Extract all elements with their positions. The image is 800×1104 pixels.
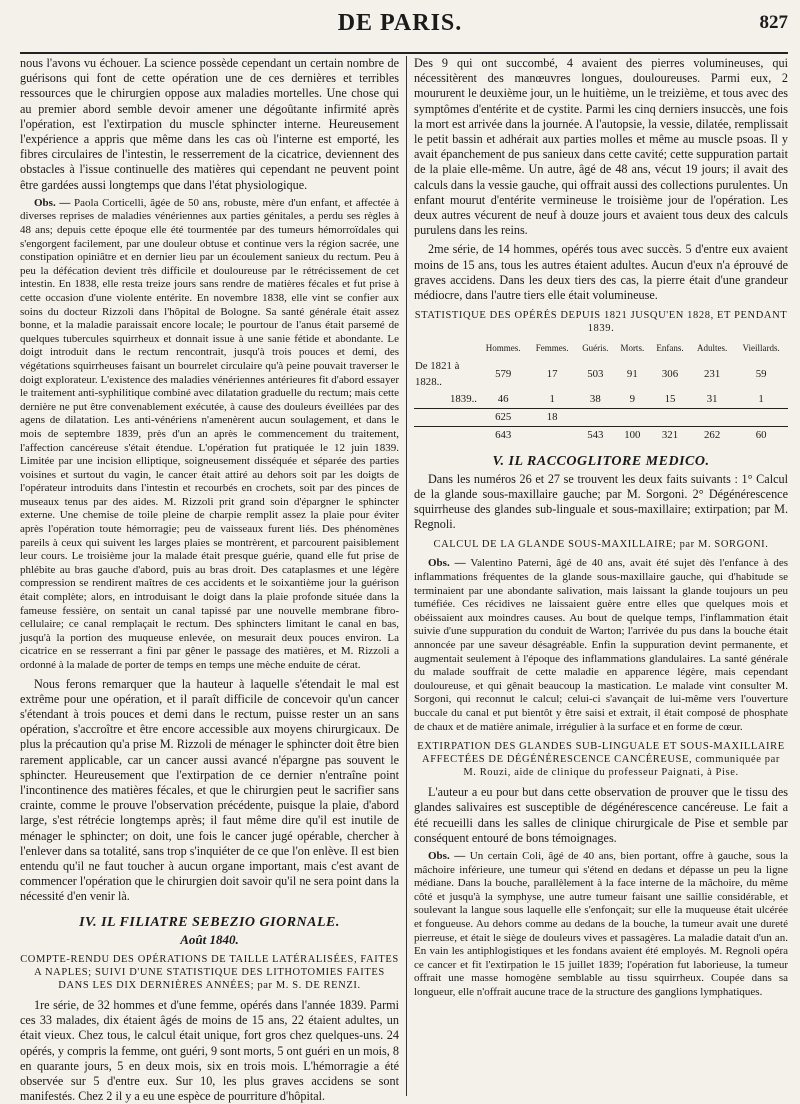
table-cell: 306 — [661, 368, 679, 381]
table-cell: De 1821 à 1828.. — [415, 360, 460, 388]
observation-text: Un certain Coli, âgé de 40 ans, bien portant, offre à gauche, sous la mâchoire inférieure, une tumeur qui s'étend en dedans et dépasse un peu la ligne médiane. Dans la bouche, parallèlement à la face interne de la mâchoire, du même côté et jusqu'à la symphyse, une autre tumeur faisant une saillie considérable, et soulevant la langue sous laquelle elle s'enfonçait; sur elle la muqueuse était ulcérée et fongueuse. Au dehors comme au dedans de la bouche, la tumeur avait une dureté pierreuse, et était le siège de douleurs vives et passagères. La maladie datait d'un an. En vain les antiphlogistiques et les fondans avaient été employés. M. Regnoli opéra ce cancer et fit l'extirpation le 15 juillet 1839; l'opération fut laborieuse, la tumeur offrait une masse homogène semblable au tissu squirrheux. Coupée dans sa longueur, elle n'offrait aucune trace de la structure des ganglions lymphatiques. — [414, 850, 788, 998]
page-number: 827 — [759, 12, 788, 33]
observation-paragraph — [414, 557, 788, 734]
observation-label: Obs. — — [34, 196, 71, 209]
column-header: Hommes. — [485, 343, 521, 354]
table-cell: 231 — [704, 368, 721, 381]
table-cell — [576, 409, 615, 427]
table-cell — [690, 409, 734, 427]
column-header: Guéris. — [582, 343, 609, 354]
table-cell — [650, 409, 690, 427]
table-header-row — [414, 341, 788, 358]
column-divider — [406, 56, 407, 1096]
right-column — [414, 56, 788, 1096]
table-cell: 38 — [589, 392, 601, 405]
extirpation-heading: EXTIRPATION DES GLANDES SUB-LINGUALE ET SOUS-MAXILLAIRE AFFECTÉES DE DÉGÉNÉRESCENCE CANCÉREUSE, communiquée par M. Rouzi, aide de clinique du professeur Paignati, à Pise. — [417, 741, 785, 779]
table-cell: 1839.. — [450, 392, 477, 405]
table-total-row — [414, 427, 788, 445]
observation-label: Obs. — — [428, 557, 466, 570]
column-header — [414, 341, 478, 358]
observation-text: Paola Corticelli, âgée de 50 ans, robuste, mère d'un enfant, et affectée à diverses reprises de maladies vénériennes aux parties génitales, a perdu ses règles à 48 ans; depuis cette époque elle été tourmentée par des tumeurs hémorroïdales qui s'engorgent facilement, par une douleur obtuse et continue vers la région sacrée, une constipation opiniâtre et en dernier lieu par un écoulement sanieux du rectum. Peu à peu la défécation devient très difficile et douloureuse par le rétrécissement de cet intestin. En 1838, elle resta treize jours sans rendre de matières fécales et fut prise à cette occasion d'une violente entérite. En novembre 1838, elle vint se confier aux soins du docteur Rizzoli dans l'hôpital de Bologne. Sa santé générale était assez bonne, et la maladie paraissait encore locale; le pourtour de l'anus était parsemé de quelques tubercules squirrheux et donnait issue à une sanie fétide et abondante. Le doigt introduit dans le rectum rencontrait, jusqu'à trois pouces et demi, des végétations squirrheuses faisant un bourrelet circulaire qu'à peine pouvait traverser le doigt explorateur. L'existence des maladies vénériennes antérieures fit d'abord essayer le traitement anti-syphilitique combiné avec dilatation graduelle du rectum; mais cette dernière ne put être convenablement exécutée, à cause des douleurs éveillées par des agens de dilatation. Les anti-vénériens n'amenèrent aucun soulagement, et dans le mois de septembre 1839, près d'un an après le commencement du traitement, l'affection cancéreuse s'était étendue. L'opération fut pratiquée le 12 juin 1839. Limitée par une incision elliptique, soigneusement disséquée et séparée des parties voisines et surtout du vagin, le cancer était attiré au dehors soit par les doigts de l'opérateur introduits dans l'intestin et recourbés en crochets, soit par des pinces de museaux tenus par des aides. M. Rizzoli prit grand soin d'épargner le sphincter externe. Une chemise de toile pleine de charpie remplit assez la plaie pour éviter après l'opération toute hémorragie; peu de vaisseaux furent liés. Des phénomènes pareils à ceux qui suivent les larges plaies se montrèrent, et parcourent paisiblement leur cours. Le troisième jour la malade était presque guérie, quand elle fut prise de phlébite au bras gauche d'abord, puis au bras droit. Des cataplasmes et une légère compression se rendirent maîtres de ces accidents et le soixantième jour la guérison était complète; alors, en introduisant le doigt dans la plaie profonde située dans la fameuse fessière, on sentait un canal tapissé par une nouvelle membrane fibro-cellulaire; ce canal remplaçait le rectum. Des sphincters limitant le canal en bas, jusqu'à la portion des muqueuse enlevée, on mesurait deux pouces environ. La cicatrice en se resserrant a fini par gêner le passage des matières, et M. Rizzoli a ordonné à la malade de porter de temps en temps une mèche enduite de cérat. — [20, 196, 399, 672]
table-cell: 643 — [478, 427, 528, 445]
table-cell: 1 — [758, 392, 764, 405]
table-cell — [528, 427, 576, 445]
statistics-table — [414, 341, 788, 444]
observation-label: Obs. — — [428, 850, 466, 863]
table-cell — [615, 409, 650, 427]
column-header: Adultes. — [697, 343, 728, 354]
page-header — [0, 0, 800, 42]
table-cell: 543 — [576, 427, 615, 445]
stats-heading: STATISTIQUE DES OPÉRÉS DEPUIS 1821 JUSQU'EN 1828, ET PENDANT 1839. — [414, 310, 788, 335]
observation-paragraph — [20, 197, 399, 673]
observation-paragraph — [414, 850, 788, 1000]
running-title: DE PARIS. — [337, 10, 463, 36]
table-cell: 262 — [690, 427, 734, 445]
header-rule — [20, 52, 788, 54]
table-cell: 15 — [664, 392, 676, 405]
left-column — [20, 56, 399, 1104]
table-row — [414, 358, 788, 390]
table-cell: 91 — [626, 368, 638, 381]
table-cell: 46 — [497, 392, 509, 405]
table-cell — [414, 409, 478, 427]
table-cell: 1 — [549, 392, 555, 405]
table-cell: 31 — [706, 392, 718, 405]
table-cell: 60 — [734, 427, 788, 445]
paragraph: nous l'avons vu échouer. La science possède cependant un certain nombre de guérisons qui font de cette opération une de ces dernières et terribles ressources que le chirurgien oppose aux maladies mortelles. Une chose qui au premier abord semble devoir amener une dégoûtante infirmité après l'opération, est l'extirpation du muscle sphincter interne. Heureusement l'expérience a appris que même dans les cas où l'interne est emporté, les fibres circulaires de l'intestin, le resserrement de la cicatrice, deviennent des obstacles à l'issue continuelle des matières qui cependant ne peuvent point être gardées aussi longtemps que dans l'état physiologique. — [20, 56, 399, 192]
paragraph: Dans les numéros 26 et 27 se trouvent les deux faits suivants : 1° Calcul de la glande sous-maxillaire gauche; par M. Sorgoni. 2° Dégénérescence squirrheuse des glandes sub-linguale et sous-maxillaire; extirpation; par M. Regnoli. — [414, 471, 788, 532]
paragraph: Des 9 qui ont succombé, 4 avaient des pierres volumineuses, qui nécessitèrent des manœuvres longues, douloureuses. Parmi eux, 2 moururent le deuxième jour, un le huitième, un le treizième, et tous avec des symptômes d'entérite et de cystite. Parmi les cinq derniers insuccès, une fois la mort est arrivée dans la journée. A l'autopsie, la vessie, dilatée, remplissait le petit bassin et adhérait aux parties molles et même au muscle psoas. Il y avait épanchement de pus sanieux dans cette cavité; cette suppuration partait de la plaie elle-même. Un autre, âgé de 48 ans, vécut 19 jours; il avait des calculs dans la vessie gauche, qui offrait aussi des collections purulentes. Un enfant mourut d'entérite vermineuse le troisième jour de l'opération. Les deux autres vécurent de neuf à douze jours et avaient tous deux des calculs purulens dans les reins. — [414, 56, 788, 238]
section-title: V. IL RACCOGLITORE MEDICO. — [492, 454, 710, 470]
column-header: Enfans. — [656, 343, 684, 354]
table-cell: 9 — [629, 392, 636, 405]
table-cell: 321 — [650, 427, 690, 445]
table-cell: 503 — [587, 368, 604, 381]
calcul-heading: CALCUL DE LA GLANDE SOUS-MAXILLAIRE; par M. SORGONI. — [433, 539, 769, 551]
observation-text: Valentino Paterni, âgé de 40 ans, avait été sujet dès l'enfance à des inflammations fréquentes de la glande sous-maxillaire gauche, qui d'habitude se terminaient par une abondante salivation, mais laissant la glande toujours un peu tuméfiée. Ces récidives ne laissaient guère entre elles que quelques mois et obéissaient aux moindres causes. Au bout de quelque temps, l'inflammation était suivie d'une suppuration du conduit de Warton; l'arrivée du pus dans la bouche était annoncée par une saveur désagréable. Enfin la suppuration devint permanente, et augmentait seulement à l'époque des inflammations glandulaires. La santé générale du malade souffrait de cette maladie en apparence légère, mais cependant douloureuse, et qui gênait beaucoup la mastication. Le malade vint consulter M. Sorgoni, qui reconnut le calcul; celui-ci s'avançait de lui-même vers l'ouverture buccale du canal et put bientôt y être saisi et extrait, il était composé de phosphate de chaux et de matière animale, irrégulier à la surface et en forme de cœur. — [414, 557, 788, 733]
section-date: Août 1840. — [180, 931, 239, 947]
table-cell: 625 — [478, 409, 528, 427]
column-header: Vieillards. — [742, 343, 780, 354]
report-heading: COMPTE-RENDU DES OPÉRATIONS DE TAILLE LATÉRALISÉES, FAITES A NAPLES; SUIVI D'UNE STATISTIQUE DES LITHOTOMIES FAITES DANS LES DIX DERNIÈRES ANNÉES; par M. S. DE RENZI. — [20, 954, 399, 992]
table-row — [414, 391, 788, 409]
table-cell: 100 — [615, 427, 650, 445]
table-cell: 17 — [546, 368, 558, 381]
section-title: IV. IL FILIATRE SEBEZIO GIORNALE. — [79, 914, 340, 930]
column-header: Morts. — [620, 343, 645, 354]
table-cell — [734, 409, 788, 427]
table-cell: 579 — [495, 368, 512, 381]
paragraph: 2me série, de 14 hommes, opérés tous avec succès. 5 d'entre eux avaient moins de 15 ans, tous les autres étaient adultes. Aucun d'eux n'a éprouvé de graves accidens. Dans les deux tiers des cas, la pierre était d'une grandeur médiocre, dans l'autre tiers elle était volumineuse. — [414, 242, 788, 303]
paragraph: Nous ferons remarquer que la hauteur à laquelle s'étendait le mal est extrême pour une opération, et il paraît difficile de concevoir qu'un cancer s'étendant à trois pouces et demi dans le rectum, puisse rester un an sans opération, s'accroître et être encore accessible aux moyens chirurgicaux. De plus la précaution qu'a prise M. Rizzoli de ménager le sphincter doit être bien rarement applicable, car un cancer aussi avancé n'épargne pas souvent le sphincter. Heureusement que l'extirpation de ce dernier n'entraîne point l'incontinence des matières fécales, et que le chirurgien peut le sacrifier sans crainte, comme le prouve l'observation précédente, puisque la plaie, d'abord large, s'est rétrécie longtemps après; il faut même dire qu'il est inutile de ménager le sphincter; on doit, une fois le cancer jugé opérable, chercher à l'enlever dans sa totalité, sans trop s'inquiéter de ce que l'on enlève. Il est bien entendu qu'il ne faut toucher à aucun organe important, mais c'est avant de commencer l'opération que le chirurgien doit savoir qu'il ne sera point dans la nécessité d'en venir là. — [20, 676, 399, 904]
table-cell: 18 — [528, 409, 576, 427]
paragraph: L'auteur a eu pour but dans cette observation de prouver que le tissu des glandes salivaires est susceptible de dégénérescence cancéreuse. Le fait a été recueilli dans les salles de clinique chirurgicale de Pise et semble par conséquent entouré de bons témoignages. — [414, 785, 788, 845]
table-cell — [414, 427, 478, 445]
column-header: Femmes. — [535, 343, 569, 354]
table-cell: 59 — [755, 368, 767, 381]
table-subtotal-row — [414, 409, 788, 427]
paragraph: 1re série, de 32 hommes et d'une femme, opérés dans l'année 1839. Parmi ces 33 malades, dix étaient âgés de moins de 15 ans, 22 étaient adultes, un était vieux. Chez tous, le calcul était unique, fort gros chez quelques-uns. 24 opérés, y compris la femme, ont guéri, 9 sont morts, 5 ont guéri en un mois, 8 en quarante jours, 5 en deux mois, six en trois mois. L'hémorragie a été observée sur 5 d'entre eux. Sur 10, les plus graves accidens se sont manifestés. Chez 2 il y a eu une espèce de pourriture d'hôpital. — [20, 998, 399, 1104]
